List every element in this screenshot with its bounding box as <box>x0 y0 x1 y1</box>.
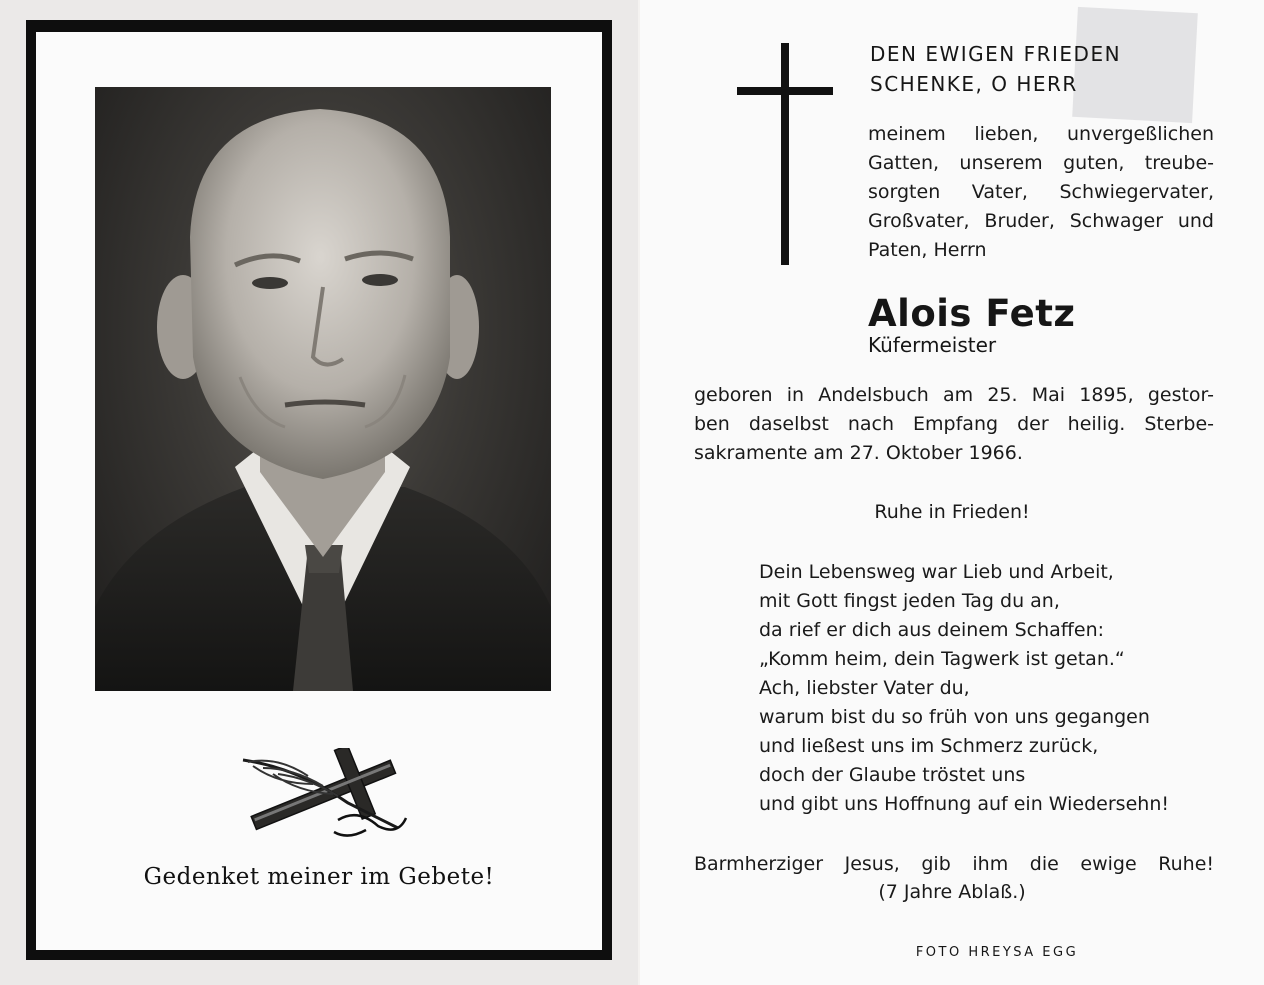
poem-line: „Komm heim, dein Tagwerk ist getan.“ <box>759 648 1125 670</box>
biography-line: ben daselbst nach Empfang der heilig. Sterbe- <box>694 413 1214 435</box>
profession: Küfermeister <box>868 333 997 357</box>
poem-line: doch der Glaube tröstet uns <box>759 764 1026 786</box>
header-line-1: DEN EWIGEN FRIEDEN <box>870 42 1122 66</box>
dedication-line: Großvater, Bruder, Schwager und <box>868 210 1214 232</box>
header-line-2: SCHENKE, O HERR <box>870 72 1078 96</box>
poem-line: Dein Lebensweg war Lieb und Arbeit, <box>759 561 1114 583</box>
poem <box>759 558 1229 819</box>
deceased-name: Alois Fetz <box>868 292 1076 335</box>
portrait-illustration <box>95 87 551 691</box>
biography-line: sakramente am 27. Oktober 1966. <box>694 442 1023 464</box>
indulgence-note: (7 Jahre Ablaß.) <box>878 881 1026 903</box>
poem-line: mit Gott fingst jeden Tag du an, <box>759 590 1060 612</box>
cross-with-palm-icon <box>238 748 413 847</box>
poem-line: und gibt uns Hoffnung auf ein Wiedersehn! <box>759 793 1169 815</box>
poem-line: warum bist du so früh von uns gegangen <box>759 706 1150 728</box>
biography-line: geboren in Andelsbuch am 25. Mai 1895, gestor- <box>694 384 1214 406</box>
biography <box>694 381 1214 468</box>
poem-line: Ach, liebster Vater du, <box>759 677 970 699</box>
dedication-line: Gatten, unserem guten, treube- <box>868 152 1214 174</box>
photographer-credit: FOTO HREYSA EGG <box>915 945 1079 960</box>
latin-cross-icon <box>737 43 833 269</box>
rest-in-peace: Ruhe in Frieden! <box>874 501 1030 523</box>
dedication-line: meinem lieben, unvergeßlichen <box>868 123 1214 145</box>
poem-line: und ließest uns im Schmerz zurück, <box>759 735 1099 757</box>
poem-line: da rief er dich aus deinem Schaffen: <box>759 619 1105 641</box>
portrait-photo <box>95 87 551 691</box>
prayer: Barmherziger Jesus, gib ihm die ewige Ruhe! <box>694 853 1214 875</box>
dedication-text <box>868 120 1214 265</box>
dedication-line: Paten, Herrn <box>868 239 987 261</box>
remembrance-caption: Gedenket meiner im Gebete! <box>143 864 495 890</box>
dedication-line: sorgten Vater, Schwiegervater, <box>868 181 1214 203</box>
